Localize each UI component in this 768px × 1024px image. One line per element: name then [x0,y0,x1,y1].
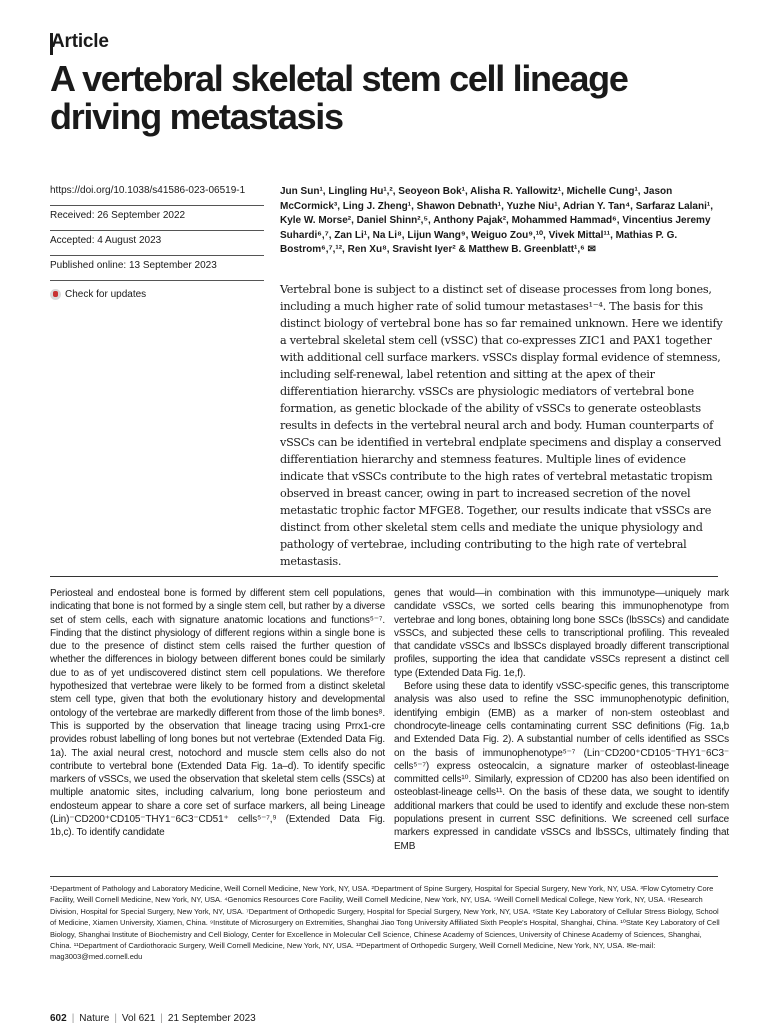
volume: Vol 621 [121,1013,156,1024]
article-metadata [50,184,264,308]
body-paragraph: Before using these data to identify vSSC-specific genes, this transcriptome analysis was also used to refine the SSC immunophenotypic definition, identifying embigin (EMB) as a marker of non-stem osteoblast and chondrocyte-lineage cells contaminating current SSC definitions (Fig. 1a,b and Extended Data Fig. 2). A substantial number of cells identified as SSCs on the basis of immunophenotype⁵⁻⁷ (Lin⁻CD200⁺CD105⁻THY1⁻6C3⁻ cells⁵⁻⁷) express osteocalcin, a signature marker of osteoblast-lineage committed cells¹⁰. Similarly, expression of CD200 has also been identified on osteoblast-lineage cells¹¹. On the basis of these data, we sought to identify additional markers that could be used to identify and exclude these non-stem populations present in current SSC definitions. We screened cell surface markers expressed in candidate vSSCs and lbSSCs, ultimately finding that EMB [394,681,729,852]
body-paragraph: genes that would—in combination with this immunotype—uniquely mark candidate vSSCs, we sorted cells bearing this immunophenotype from vertebrae and long bones, obtaining long bone SSCs (lbSSCs) and candidate vSSCs, and subjected these cells to transcriptional profiling. This revealed that candidate vSSCs and lbSSCs displayed broadly different transcriptional profiles, supporting the idea that candidate vSSCs represent a distinct cell type (Extended Data Fig. 1e,f). [394,588,729,679]
published-date: Published online: 13 September 2023 [50,259,264,281]
check-updates-label: Check for updates [65,289,147,300]
accepted-date: Accepted: 4 August 2023 [50,234,264,256]
issue-date: 21 September 2023 [167,1013,256,1024]
body-paragraph: Periosteal and endosteal bone is formed by different stem cell populations, indicating that bone is not formed by a single stem cell, but rather by a diverse set of stem cells, each with signature anatomic locations and functions⁵⁻⁷. Finding that the distinct physiology of different regions within a single bone is due to the presence of distinct stem cells raised the further question of whether the differences in biology between different bones could be similarly due to as of yet undiscovered distinct stem cell populations. We therefore hypothesized that vertebrae were likely to be formed from a distinct skeletal stem cell type, given that both the evolutionary history and developmental ontology of the vertebrae are markedly different from those of the limb bones⁸. This is supported by the observation that lineage tracing using Prrx1-cre provides robust labelling of long bones but not vertebrae (Extended Data Fig. 1a). The axial neural crest, notochord and muscle stem cells also do not contribute to vertebral bone (Extended Data Fig. 1a–d). To identify specific markers of vSSCs, we used the observation that skeletal stem cells (SSCs) at multiple anatomic sites, including calvarium, long bone periosteum and endosteum appear to share a core set of surface markers, all being Lineage (Lin)⁻CD200⁺CD105⁻THY1⁻6C3⁻CD51⁺ cells⁵⁻⁷,⁹ (Extended Data Fig. 1b,c). To identify candidate [50,588,385,839]
footnote-divider [50,876,718,877]
body-column-left [50,587,385,840]
body-column-right [394,587,729,853]
article-title: A vertebral skeletal stem cell lineage driving metastasis [50,58,628,137]
author-list: Jun Sun¹, Lingling Hu¹,², Seoyeon Bok¹, Alisha R. Yallowitz¹, Michelle Cung¹, Jason McCormick³, Ling J. Zheng¹, Shawon Debnath¹, Yuzhe Niu¹, Adrian Y. Tan⁴, Sarfaraz Lalani¹, Kyle W. Morse², Daniel Shinn²,⁵, Anthony Pajak², Mohammed Hammad⁶, Vincentius Jeremy Suhardi⁶,⁷, Zan Li¹, Na Li⁸, Lijun Wang⁹, Weiguo Zou⁹,¹⁰, Vivek Mittal¹¹, Mathias P. G. Bostrom⁶,⁷,¹², Ren Xu⁸, Sravisht Iyer² & Matthew B. Greenblatt¹,⁶ ✉ [280,186,713,256]
page-footer: 602 | Nature | Vol 621 | 21 September 2023 [50,1013,256,1024]
article-type-label: Article [51,31,109,52]
check-updates-button[interactable] [50,284,264,305]
crossmark-icon [50,289,61,300]
affiliations-footnote: ¹Department of Pathology and Laboratory Medicine, Weill Cornell Medicine, New York, NY, USA. ²Department of Spine Surgery, Hospital for Special Surgery, New York, NY, USA. ³Flow Cytometry Core Facility, Weill Cornell Medicine, New York, NY, USA. ⁴Genomics Resources Core Facility, Weill Cornell Medicine, New York, NY, USA. ⁵Weill Cornell Medical College, New York, NY, USA. ⁶Research Division, Hospital for Special Surgery, New York, NY, USA. ⁷Department of Orthopedic Surgery, Hospital for Special Surgery, New York, NY, USA. ⁸State Key Laboratory of Cellular Stress Biology, School of Medicine, Xiamen University, Xiamen, China. ⁹Institute of Microsurgery on Extremities, Shanghai Jiao Tong University Affiliated Sixth People's Hospital, Shanghai, China. ¹⁰State Key Laboratory of Cell Biology, Shanghai Institute of Biochemistry and Cell Biology, Center for Excellence in Molecular Cell Science, Chinese Academy of Sciences, University of Chinese Academy of Sciences, Shanghai, China. ¹¹Department of Cardiothoracic Surgery, Weill Cornell Medicine, New York, NY, USA. ¹²Department of Orthopedic Surgery, Weill Cornell Medicine, New York, NY, USA. ✉e-mail: mag3003@med.cornell.edu [50,884,720,962]
abstract: Vertebral bone is subject to a distinct set of disease processes from long bones, including a much higher rate of solid tumour metastases¹⁻⁴. The basis for this distinct biology of vertebral bone has so far remained unknown. Here we identify a vertebral skeletal stem cell (vSSC) that co-expresses ZIC1 and PAX1 together with additional cell surface markers. vSSCs display formal evidence of stemness, including self-renewal, label retention and sitting at the apex of their differentiation hierarchy. vSSCs are physiologic mediators of vertebral bone formation, as genetic blockade of the ability of vSSCs to generate osteoblasts results in defects in the vertebral neural arch and body. Human counterparts of vSSCs can be identified in vertebral endplate specimens and display a conserved differentiation hierarchy and stemness features. Multiple lines of evidence indicate that vSSCs contribute to the high rates of vertebral metastatic tropism observed in breast cancer, owing in part to increased secretion of the novel metastatic trophic factor MFGE8. Together, our results indicate that vSSCs are distinct from other skeletal stem cells and mediate the unique physiology and pathology of vertebrae, including contributing to the high rate of vertebral metastasis. [280,283,723,568]
journal-name: Nature [79,1013,110,1024]
received-date: Received: 26 September 2022 [50,209,264,231]
page-number: 602 [50,1013,67,1024]
section-divider [50,576,718,577]
doi-link[interactable]: https://doi.org/10.1038/s41586-023-06519-1 [50,184,264,206]
